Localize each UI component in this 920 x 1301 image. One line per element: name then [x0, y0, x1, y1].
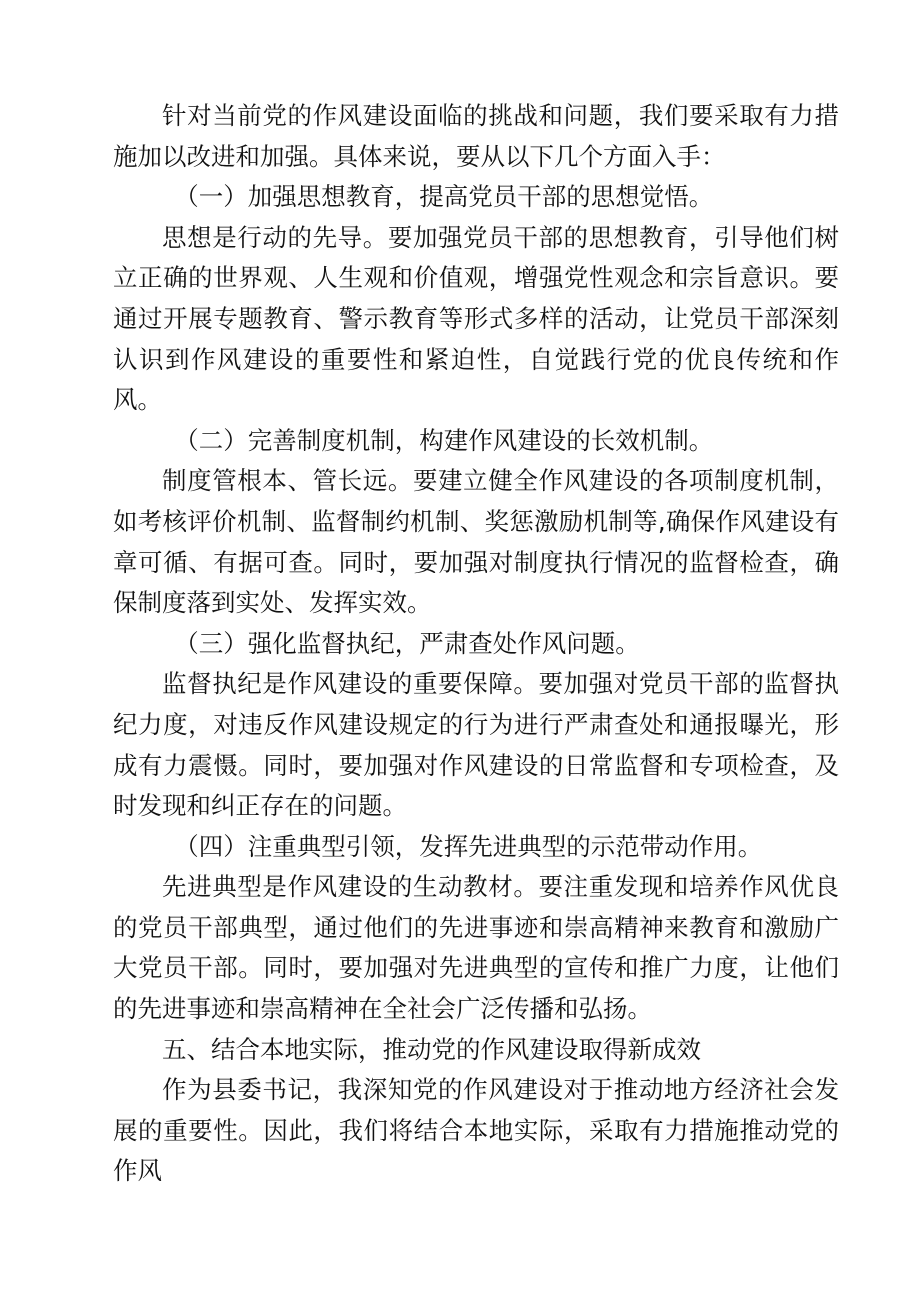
paragraph-5: 作为县委书记，我深知党的作风建设对于推动地方经济社会发展的重要性。因此，我们将结合本地实际，采取有力措施推动党的作风: [113, 1075, 839, 1186]
paragraph-intro: 针对当前党的作风建设面临的挑战和问题，我们要采取有力措施加以改进和加强。具体来说，要从以下几个方面入手：: [113, 101, 839, 171]
paragraph-1: 思想是行动的先导。要加强党员干部的思想教育，引导他们树立正确的世界观、人生观和价值观，增强党性观念和宗旨意识。要通过开展专题教育、警示教育等形式多样的活动，让党员干部深刻认识到作风建设的重要性和紧迫性，自觉践行党的优良传统和作风。: [113, 222, 839, 415]
heading-3: （三）强化监督执纪，严肃查处作风问题。: [174, 628, 640, 658]
heading-4: （四）注重典型引领，发挥先进典型的示范带动作用。: [174, 831, 763, 861]
paragraph-3: 监督执纪是作风建设的重要保障。要加强对党员干部的监督执纪力度，对违反作风建设规定的行为进行严肃查处和通报曝光，形成有力震慑。同时，要加强对作风建设的日常监督和专项检查，及时发现和纠正存在的问题。: [113, 669, 839, 821]
heading-2: （二）完善制度机制，构建作风建设的长效机制。: [174, 425, 714, 455]
paragraph-4: 先进典型是作风建设的生动教材。要注重发现和培养作风优良的党员干部典型，通过他们的先进事迹和崇高精神来教育和激励广大党员干部。同时，要加强对先进典型的宣传和推广力度，让他们的先进事迹和崇高精神在全社会广泛传播和弘扬。: [113, 872, 839, 1024]
heading-1: （一）加强思想教育，提高党员干部的思想觉悟。: [174, 182, 714, 212]
section-title-5: 五、结合本地实际，推动党的作风建设取得新成效: [162, 1034, 701, 1064]
paragraph-2: 制度管根本、管长远。要建立健全作风建设的各项制度机制，如考核评价机制、监督制约机制、奖惩激励机制等,确保作风建设有章可循、有据可查。同时，要加强对制度执行情况的监督检查，确保制度落到实处、发挥实效。: [113, 466, 839, 618]
document-body: [113, 96, 839, 1192]
